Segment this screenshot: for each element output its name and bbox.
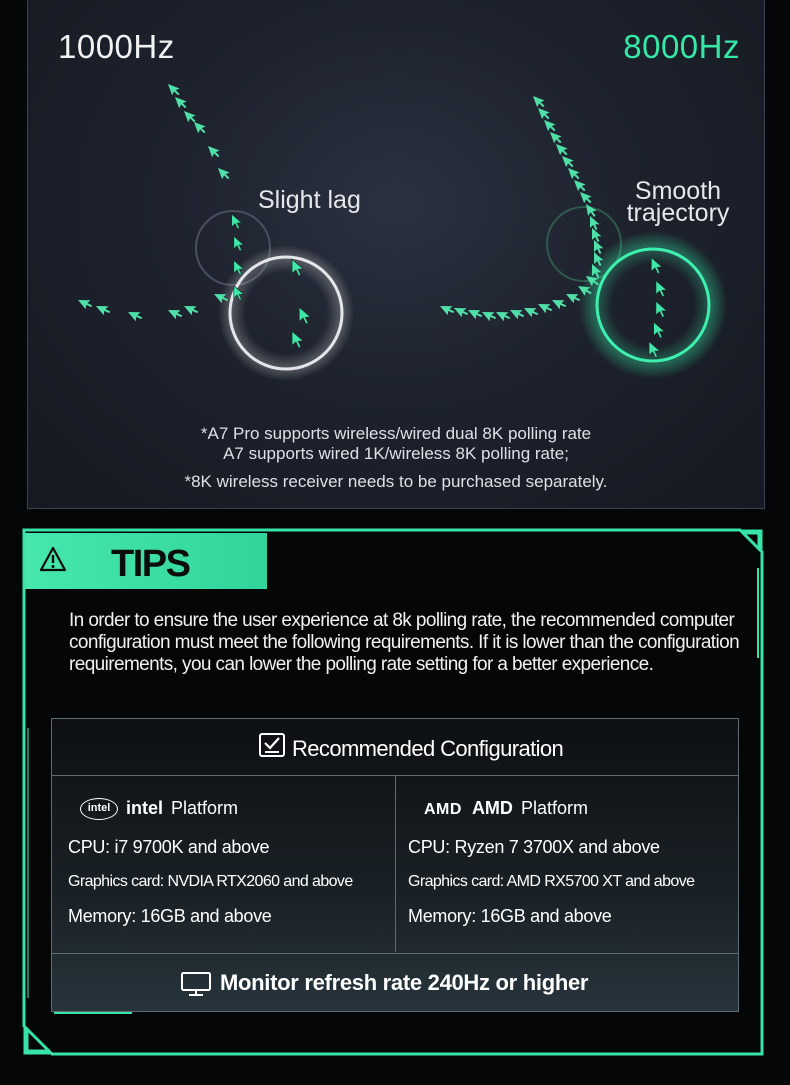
note-a7-pro: *A7 Pro supports wireless/wired dual 8K polling rate [200,424,592,443]
intel-memory: Memory: 16GB and above [68,906,272,926]
support-notes [28,424,764,464]
lag-trajectory [78,81,232,323]
checklist-icon [258,732,286,765]
config-header [52,719,738,776]
intel-graphics: Graphics card: NVDIA RTX2060 and above [68,873,353,890]
rate-8000hz-label: 8000Hz [623,28,740,65]
intel-cpu: CPU: i7 9700K and above [68,837,270,857]
amd-platform-label: Platform [520,798,588,818]
amd-cpu: CPU: Ryzen 7 3700X and above [408,837,660,857]
config-title: Recommended Configuration [292,736,564,761]
smooth-trajectory-label [618,177,738,227]
tips-panel [22,528,764,1058]
intel-logo: intel [80,798,118,820]
amd-platform-header [424,798,588,822]
intel-platform-column [52,776,396,952]
tips-header [25,533,267,589]
tips-title: TIPS [111,543,190,585]
amd-platform-column [396,776,738,952]
slight-lag-label: Slight lag [258,186,361,214]
monitor-requirement-text: Monitor refresh rate 240Hz or higher [220,970,589,995]
amd-logo: AMD [424,801,462,818]
intel-brand: intel [126,798,164,818]
smooth-label-line1: Smooth [634,177,722,205]
amd-graphics: Graphics card: AMD RX5700 XT and above [408,873,695,890]
note-a7: A7 supports wired 1K/wireless 8K polling rate; [223,444,569,463]
tips-description: In order to ensure the user experience at 8k polling rate, the recommended computer configuration must meet the following requirements. If it is lower than the configuration requirements, you can lower the polling rate setting for a better experience. [69,610,740,675]
rate-1000hz-label: 1000Hz [58,28,175,65]
warning-triangle-icon [39,546,67,578]
intel-platform-label: Platform [171,798,239,818]
intel-platform-header [80,798,238,822]
monitor-icon [180,971,212,1002]
monitor-requirement [52,953,738,1012]
smooth-label-line2: trajectory [626,199,730,227]
recommended-configuration-table [51,718,739,1012]
amd-brand: AMD [471,798,513,818]
polling-rate-comparison [27,0,765,509]
note-receiver: *8K wireless receiver needs to be purchased separately. [184,472,608,491]
amd-memory: Memory: 16GB and above [408,906,612,926]
